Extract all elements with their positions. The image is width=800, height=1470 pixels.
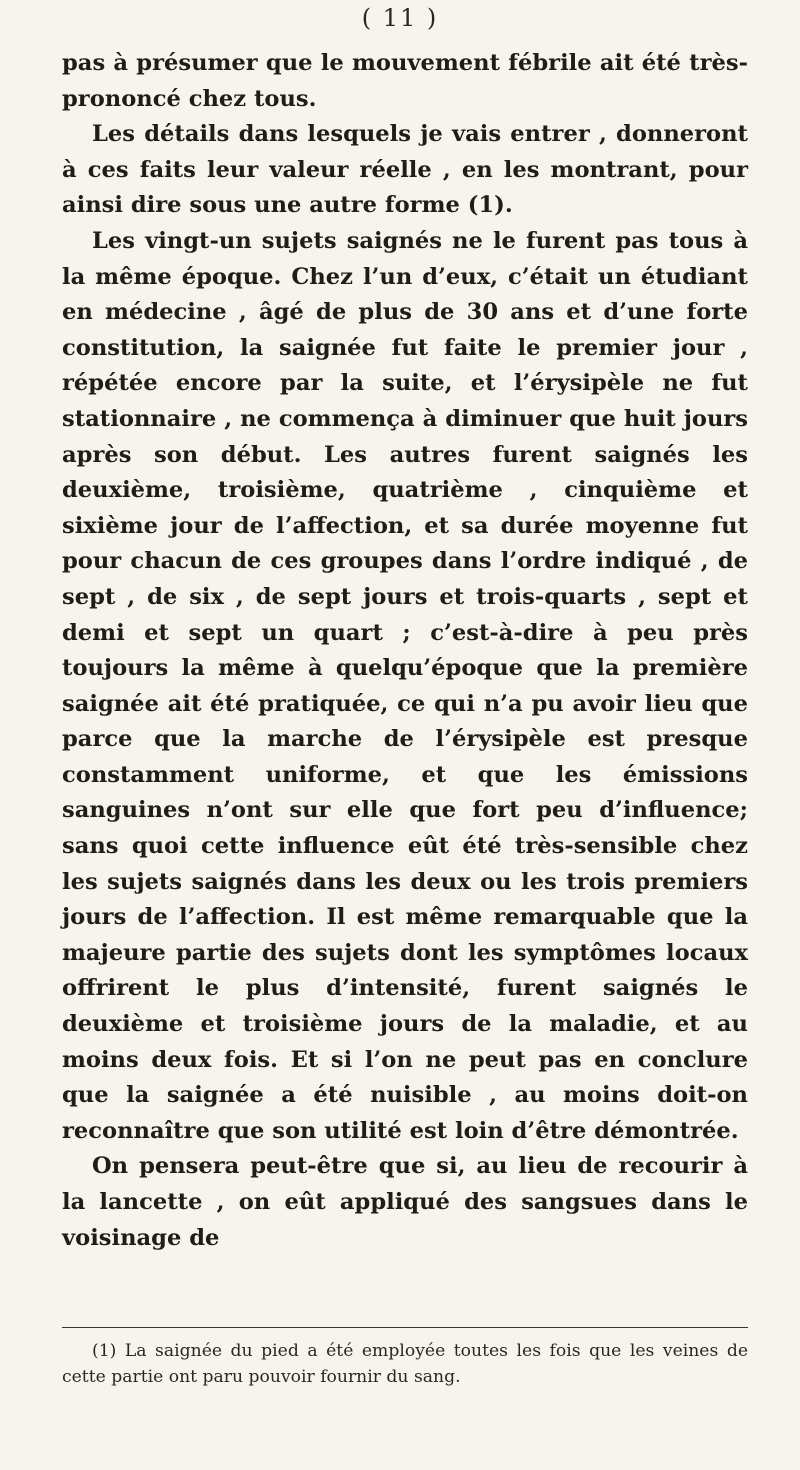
paragraph-1: pas à présumer que le mouvement fébrile ait été très-prononcé chez tous. (62, 50, 748, 112)
paragraph-4: On pensera peut-être que si, au lieu de recourir à la lancette , on eût appliqué des sangsues dans le voisinage de (62, 1153, 748, 1251)
footnote-divider (62, 1327, 748, 1328)
paragraph-3: Les vingt-un sujets saignés ne le furent pas tous à la même époque. Chez l’un d’eux, c’était un étudiant en médecine , âgé de plus de 30 ans et d’une forte constitution, la saignée fut faite le premier jour , répétée encore par la suite, et l’érysipèle ne fut stationnaire , ne commença à diminuer que huit jours après son début. Les autres furent saignés les deuxième, troisième, quatrième , cinquième et sixième jour de l’affection, et sa durée moyenne fut pour chacun de ces groupes dans l’ordre indiqué , de sept , de six , de sept jours et trois-quarts , sept et demi et sept un quart ; c’est-à-dire à peu près toujours la même à quelqu’époque que la première saignée ait été pratiquée, ce qui n’a pu avoir lieu que parce que la marche de l’érysipèle est presque constamment uniforme, et que les émissions sanguines n’ont sur elle que fort peu d’influence; sans quoi cette influence eût été très-sensible chez les sujets saignés dans les deux ou les trois premiers jours de l’affection. Il est même remarquable que la majeure partie des sujets dont les symptômes locaux offrirent le plus d’intensité, furent saignés le deuxième et troisième jours de la maladie, et au moins deux fois. Et si l’on ne peut pas en conclure que la saignée a été nuisible , au moins doit-on reconnaître que son utilité est loin d’être démontrée. (62, 227, 748, 1144)
paragraph-2: Les détails dans lesquels je vais entrer , donneront à ces faits leur valeur réelle , en les montrant, pour ainsi dire sous une autre forme (1). (62, 121, 748, 219)
body-text (62, 46, 748, 1256)
footnote: (1) La saignée du pied a été employée toutes les fois que les veines de cette partie ont paru pouvoir fournir du sang. (62, 1341, 748, 1387)
page-number: ( 11 ) (361, 4, 439, 32)
